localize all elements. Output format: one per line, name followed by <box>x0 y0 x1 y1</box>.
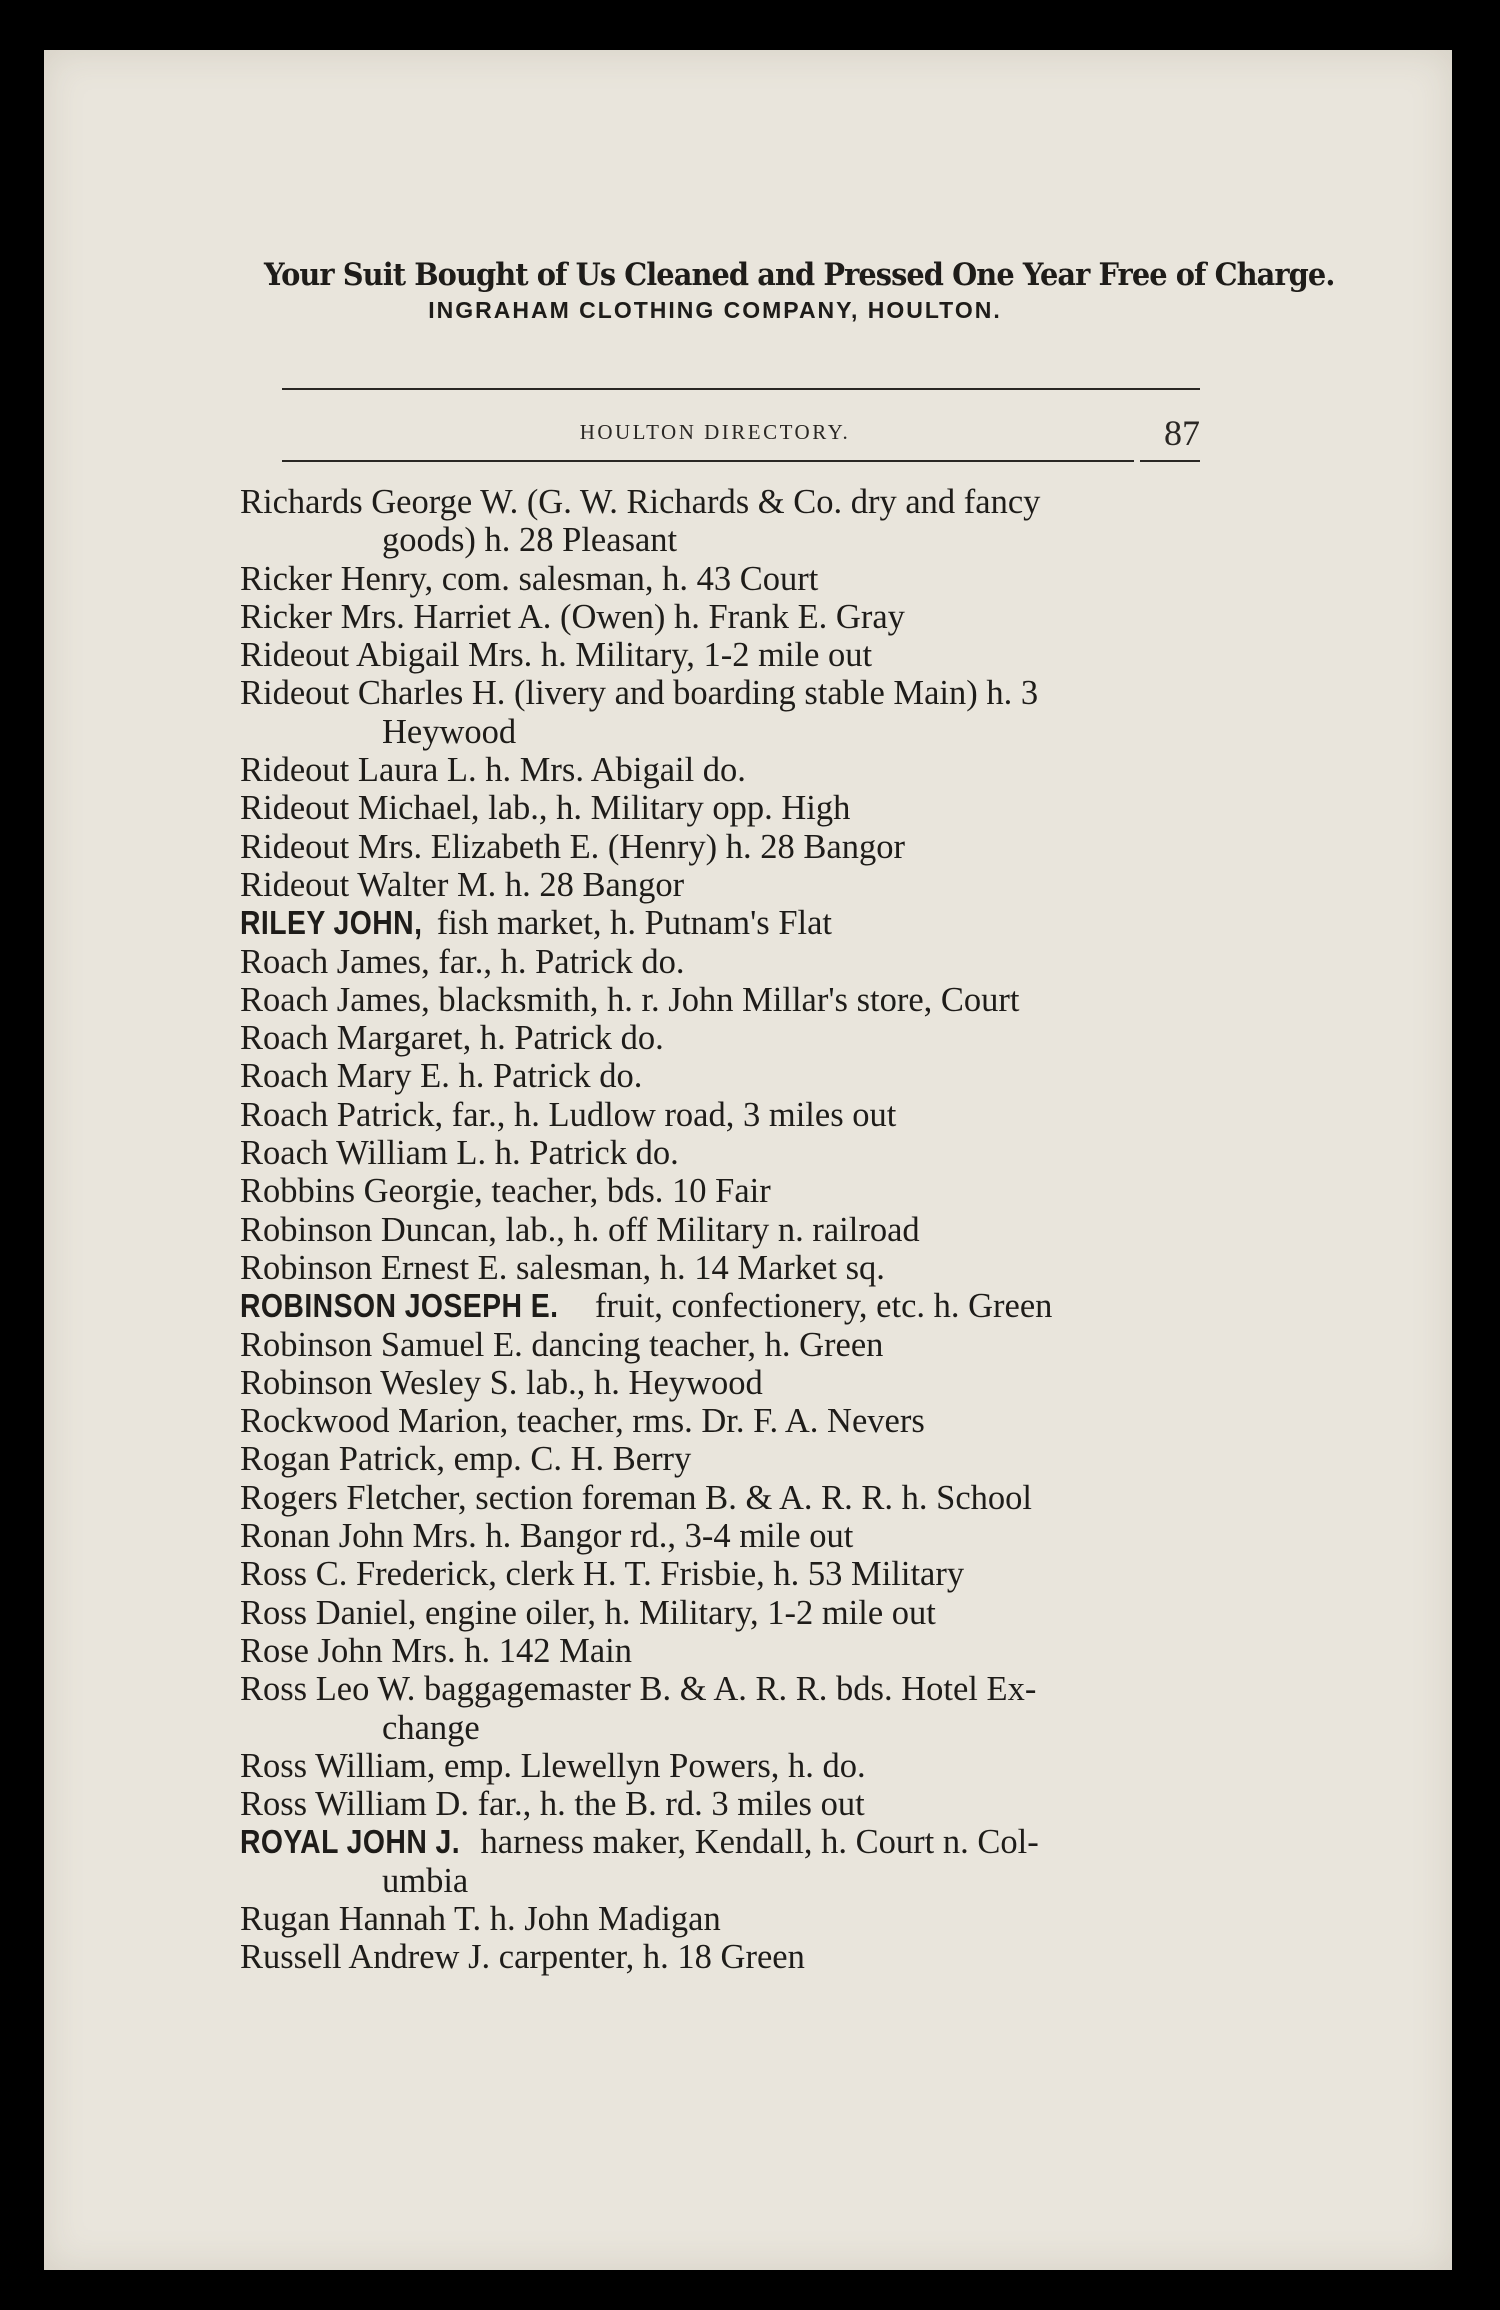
entry-text: Richards George W. (G. W. Richards & Co. dry and fancy <box>240 483 1041 521</box>
entry-text: Roach James, far., h. Patrick do. <box>240 942 685 981</box>
entry-text: Ross C. Frederick, clerk H. T. Frisbie, h. 53 Military <box>240 1555 965 1594</box>
directory-entry <box>240 1249 1200 1287</box>
directory-entry <box>240 1364 1200 1402</box>
directory-entry <box>240 1747 1200 1785</box>
directory-entry-continuation <box>240 1862 1200 1900</box>
entry-text: Ross William, emp. Llewellyn Powers, h. do. <box>240 1746 866 1785</box>
directory-entry <box>240 1287 1200 1325</box>
directory-entry <box>240 636 1200 674</box>
entry-text: Rideout Abigail Mrs. h. Military, 1-2 mile out <box>240 636 873 675</box>
directory-entry <box>240 1402 1200 1440</box>
entry-text: Robinson Ernest E. salesman, h. 14 Market sq. <box>240 1248 885 1287</box>
entry-text: Robinson Duncan, lab., h. off Military n. railroad <box>240 1210 920 1249</box>
entry-text: Rogers Fletcher, section foreman B. & A. R. R. h. School <box>240 1478 1033 1517</box>
directory-entry <box>240 1019 1200 1057</box>
entry-text: Robinson Samuel E. dancing teacher, h. Green <box>240 1325 884 1364</box>
entry-bold-name: RILEY JOHN, <box>240 904 423 942</box>
entry-text: change <box>382 1708 480 1747</box>
advertisement-header <box>230 255 1335 325</box>
entry-text: Ross William D. far., h. the B. rd. 3 miles out <box>240 1785 865 1824</box>
entry-text: Roach James, blacksmith, h. r. John Millar's store, Court <box>240 980 1020 1019</box>
directory-entry <box>240 1172 1200 1210</box>
directory-entry <box>240 1823 1200 1861</box>
ad-slogan: Your Suit Bought of Us Cleaned and Pressed One Year Free of Charge. <box>263 257 1335 293</box>
directory-entry <box>240 1326 1200 1364</box>
entry-text: Rideout Walter M. h. 28 Bangor <box>240 865 685 904</box>
directory-entry <box>240 981 1200 1019</box>
directory-entry <box>240 1785 1200 1823</box>
directory-entry <box>240 1096 1200 1134</box>
entry-text: Robinson Wesley S. lab., h. Heywood <box>240 1363 763 1402</box>
entry-text: Ricker Henry, com. salesman, h. 43 Court <box>240 559 819 598</box>
entry-text: Rockwood Marion, teacher, rms. Dr. F. A. Nevers <box>240 1402 925 1441</box>
entry-text: Heywood <box>382 712 517 751</box>
entry-text: goods) h. 28 Pleasant <box>382 521 678 560</box>
entry-text: Rose John Mrs. h. 142 Main <box>240 1631 632 1670</box>
entry-text: Roach Patrick, far., h. Ludlow road, 3 miles out <box>240 1095 897 1134</box>
directory-entry <box>240 866 1200 904</box>
page-number: 87 <box>1164 413 1200 453</box>
directory-entry <box>240 1479 1200 1517</box>
entry-text: harness maker, Kendall, h. Court n. Col- <box>480 1823 1039 1862</box>
directory-entry <box>240 560 1200 598</box>
directory-entry-continuation <box>240 521 1200 559</box>
entry-text: fruit, confectionery, etc. h. Green <box>594 1287 1053 1326</box>
entry-text: Rideout Laura L. h. Mrs. Abigail do. <box>240 751 746 790</box>
directory-entry <box>240 598 1200 636</box>
directory-entry <box>240 1440 1200 1478</box>
entry-text: Russell Andrew J. carpenter, h. 18 Green <box>240 1938 805 1977</box>
directory-entry-continuation <box>240 713 1200 751</box>
entry-text: Roach Margaret, h. Patrick do. <box>240 1019 664 1058</box>
entry-text: Rogan Patrick, emp. C. H. Berry <box>240 1440 692 1479</box>
running-title: HOULTON DIRECTORY. <box>579 420 851 444</box>
directory-entry <box>240 1057 1200 1095</box>
directory-entry <box>240 1211 1200 1249</box>
entry-text: Rideout Charles H. (livery and boarding stable Main) h. 3 <box>240 674 1039 713</box>
directory-entry <box>240 1632 1200 1670</box>
directory-entry <box>240 828 1200 866</box>
running-head <box>230 412 1200 452</box>
directory-entry <box>240 1938 1200 1976</box>
directory-entry <box>240 1670 1200 1708</box>
header-rule-bottom <box>282 460 1134 462</box>
entry-text: Roach William L. h. Patrick do. <box>240 1134 679 1173</box>
directory-entry <box>240 751 1200 789</box>
directory-entry <box>240 1900 1200 1938</box>
ad-company-name: INGRAHAM CLOTHING COMPANY, HOULTON. <box>428 297 1002 323</box>
entry-text: Rideout Mrs. Elizabeth E. (Henry) h. 28 Bangor <box>240 827 905 866</box>
directory-entry <box>240 1517 1200 1555</box>
directory-entry-continuation <box>240 1709 1200 1747</box>
directory-entries <box>240 483 1200 1977</box>
entry-text: Roach Mary E. h. Patrick do. <box>240 1057 643 1096</box>
entry-text: Rugan Hannah T. h. John Madigan <box>240 1899 721 1938</box>
header-rule-top <box>282 388 1200 390</box>
entry-text: Ricker Mrs. Harriet A. (Owen) h. Frank E. Gray <box>240 597 905 636</box>
directory-entry <box>240 789 1200 827</box>
entry-text: Robbins Georgie, teacher, bds. 10 Fair <box>240 1172 771 1211</box>
entry-text: Rideout Michael, lab., h. Military opp. High <box>240 789 851 828</box>
entry-bold-name: ROYAL JOHN J. <box>240 1823 461 1861</box>
entry-text: Ross Daniel, engine oiler, h. Military, 1-2 mile out <box>240 1593 936 1632</box>
entry-text: Ross Leo W. baggagemaster B. & A. R. R. bds. Hotel Ex- <box>240 1670 1037 1709</box>
directory-entry <box>240 904 1200 942</box>
page-number-underline <box>1140 460 1200 462</box>
entry-text: umbia <box>382 1861 469 1900</box>
directory-entry <box>240 1555 1200 1593</box>
directory-entry <box>240 1594 1200 1632</box>
directory-entry <box>240 674 1200 712</box>
entry-bold-name: ROBINSON JOSEPH E. <box>240 1287 559 1325</box>
directory-entry <box>240 1134 1200 1172</box>
directory-entry <box>240 943 1200 981</box>
directory-entry <box>240 483 1200 521</box>
entry-text: Ronan John Mrs. h. Bangor rd., 3-4 mile out <box>240 1517 854 1556</box>
entry-text: fish market, h. Putnam's Flat <box>436 904 833 943</box>
